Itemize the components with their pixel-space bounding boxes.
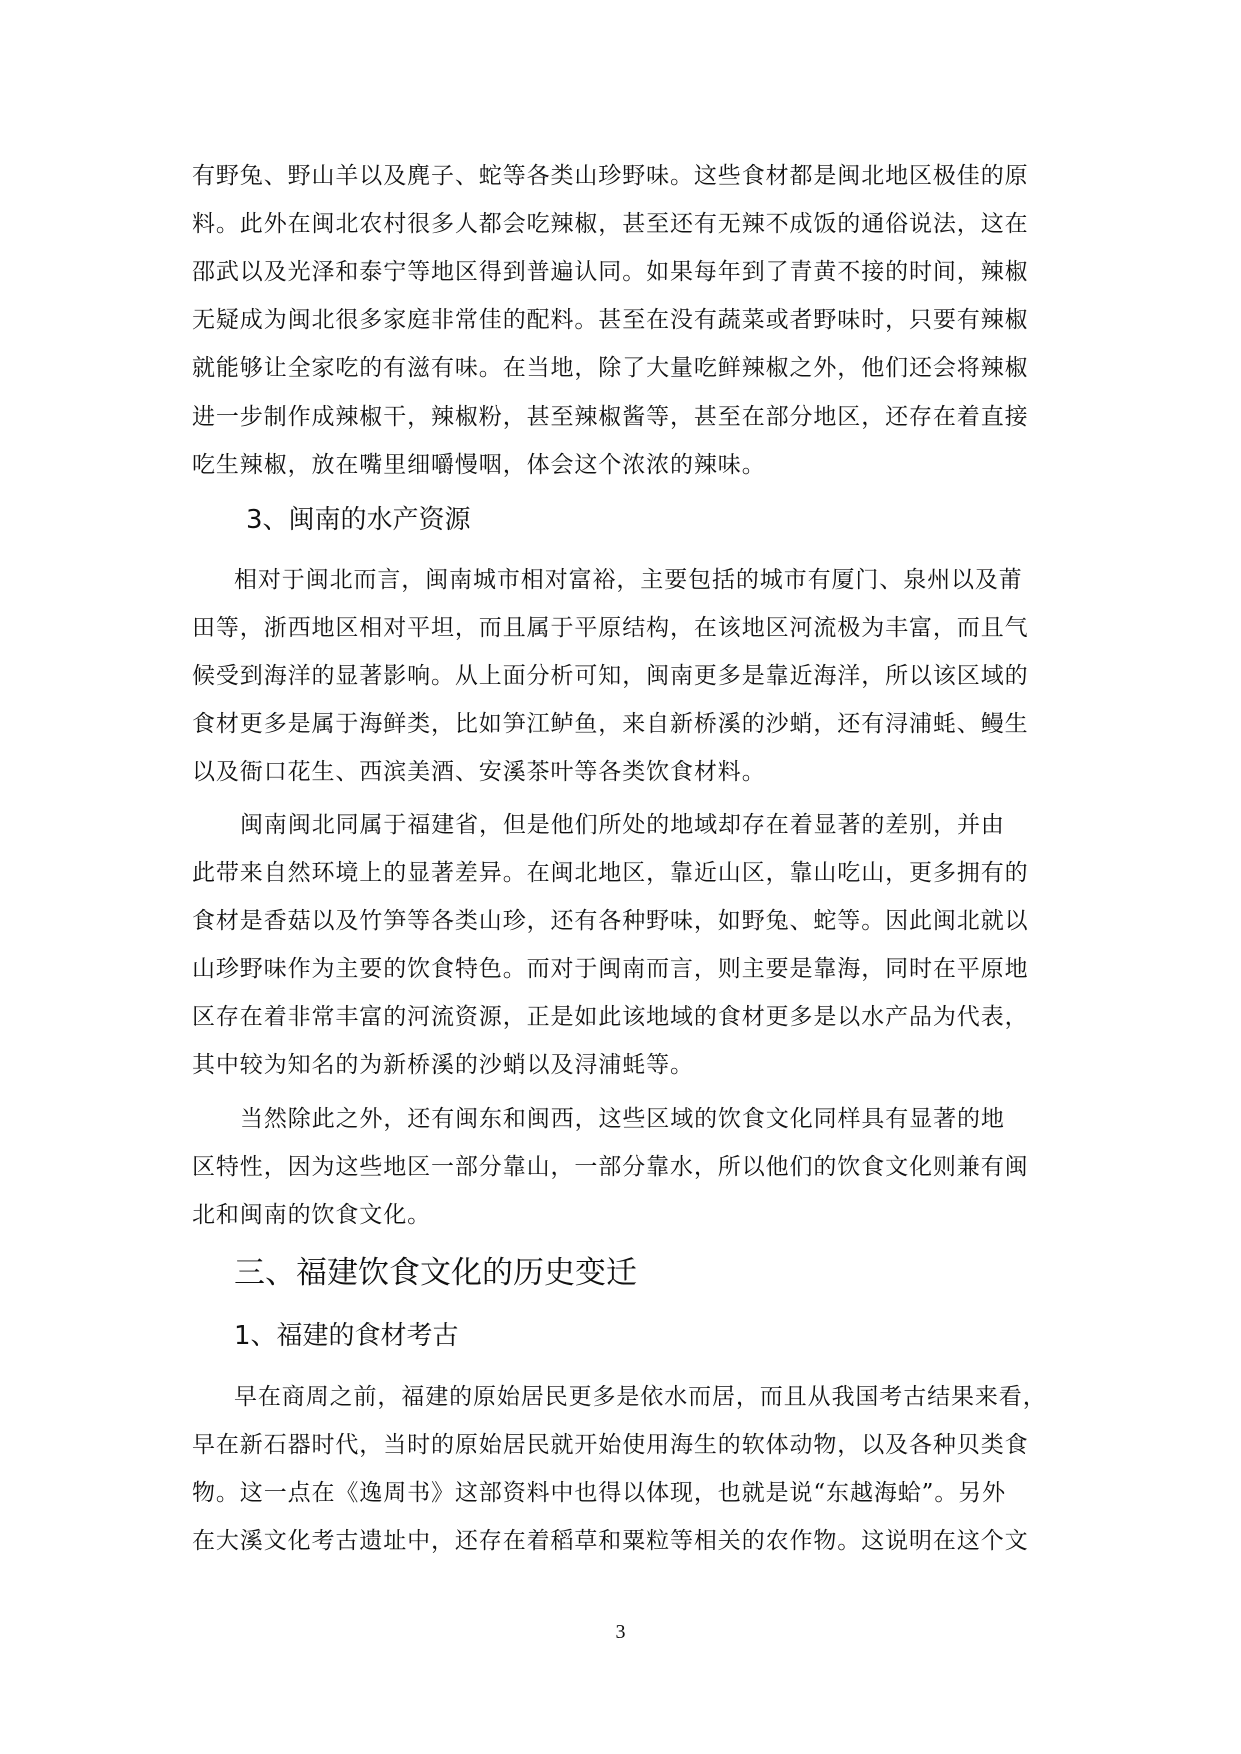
paragraph-line: 就能够让全家吃的有滋有味。在当地，除了大量吃鲜辣椒之外，他们还会将辣椒 xyxy=(192,355,1029,381)
paragraph-line: 食材更多是属于海鲜类，比如笋江鲈鱼，来自新桥溪的沙蛸，还有浔浦蚝、鳗生 xyxy=(192,711,1029,737)
paragraph-line: 进一步制作成辣椒干，辣椒粉，甚至辣椒酱等，甚至在部分地区，还存在着直接 xyxy=(192,404,1029,430)
paragraph-line: 吃生辣椒，放在嘴里细嚼慢咽，体会这个浓浓的辣味。 xyxy=(192,452,766,478)
paragraph-line: 无疑成为闽北很多家庭非常佳的配料。甚至在没有蔬菜或者野味时，只要有辣椒 xyxy=(192,307,1029,333)
section-heading: 1、福建的食材考古 xyxy=(234,1321,459,1351)
paragraph-line: 区存在着非常丰富的河流资源，正是如此该地域的食材更多是以水产品为代表， xyxy=(192,1004,1029,1030)
paragraph-line: 有野兔、野山羊以及麂子、蛇等各类山珍野味。这些食材都是闽北地区极佳的原 xyxy=(192,163,1029,189)
paragraph-line: 当然除此之外，还有闽东和闽西，这些区域的饮食文化同样具有显著的地 xyxy=(240,1106,1005,1132)
paragraph-line: 其中较为知名的为新桥溪的沙蛸以及浔浦蚝等。 xyxy=(192,1052,694,1078)
paragraph-line: 邵武以及光泽和泰宁等地区得到普遍认同。如果每年到了青黄不接的时间，辣椒 xyxy=(192,259,1029,285)
paragraph-line: 在大溪文化考古遗址中，还存在着稻草和粟粒等相关的农作物。这说明在这个文 xyxy=(192,1528,1029,1554)
paragraph-line: 早在商周之前，福建的原始居民更多是依水而居，而且从我国考古结果来看， xyxy=(234,1384,1047,1410)
paragraph-line: 以及衙口花生、西滨美酒、安溪茶叶等各类饮食材料。 xyxy=(192,759,766,785)
paragraph-line: 田等，浙西地区相对平坦，而且属于平原结构，在该地区河流极为丰富，而且气 xyxy=(192,615,1029,641)
paragraph-line: 此带来自然环境上的显著差异。在闽北地区，靠近山区，靠山吃山，更多拥有的 xyxy=(192,860,1029,886)
chapter-heading: 三、福建饮食文化的历史变迁 xyxy=(234,1255,637,1291)
paragraph-line: 区特性，因为这些地区一部分靠山，一部分靠水，所以他们的饮食文化则兼有闽 xyxy=(192,1154,1029,1180)
page-number: 3 xyxy=(615,1621,626,1643)
paragraph-line: 北和闽南的饮食文化。 xyxy=(192,1202,431,1228)
paragraph-line: 候受到海洋的显著影响。从上面分析可知，闽南更多是靠近海洋，所以该区域的 xyxy=(192,663,1029,689)
paragraph-line: 山珍野味作为主要的饮食特色。而对于闽南而言，则主要是靠海，同时在平原地 xyxy=(192,956,1029,982)
section-heading: 3、闽南的水产资源 xyxy=(246,505,471,535)
paragraph-line: 料。此外在闽北农村很多人都会吃辣椒，甚至还有无辣不成饭的通俗说法，这在 xyxy=(192,211,1029,237)
paragraph-line: 物。这一点在《逸周书》这部资料中也得以体现，也就是说“东越海蛤”。另外 xyxy=(192,1480,1007,1506)
paragraph-line: 食材是香菇以及竹笋等各类山珍，还有各种野味，如野兔、蛇等。因此闽北就以 xyxy=(192,908,1029,934)
paragraph-line: 早在新石器时代，当时的原始居民就开始使用海生的软体动物，以及各种贝类食 xyxy=(192,1432,1029,1458)
paragraph-line: 闽南闽北同属于福建省，但是他们所处的地域却存在着显著的差别，并由 xyxy=(240,812,1005,838)
paragraph-line: 相对于闽北而言，闽南城市相对富裕，主要包括的城市有厦门、泉州以及莆 xyxy=(234,567,1023,593)
